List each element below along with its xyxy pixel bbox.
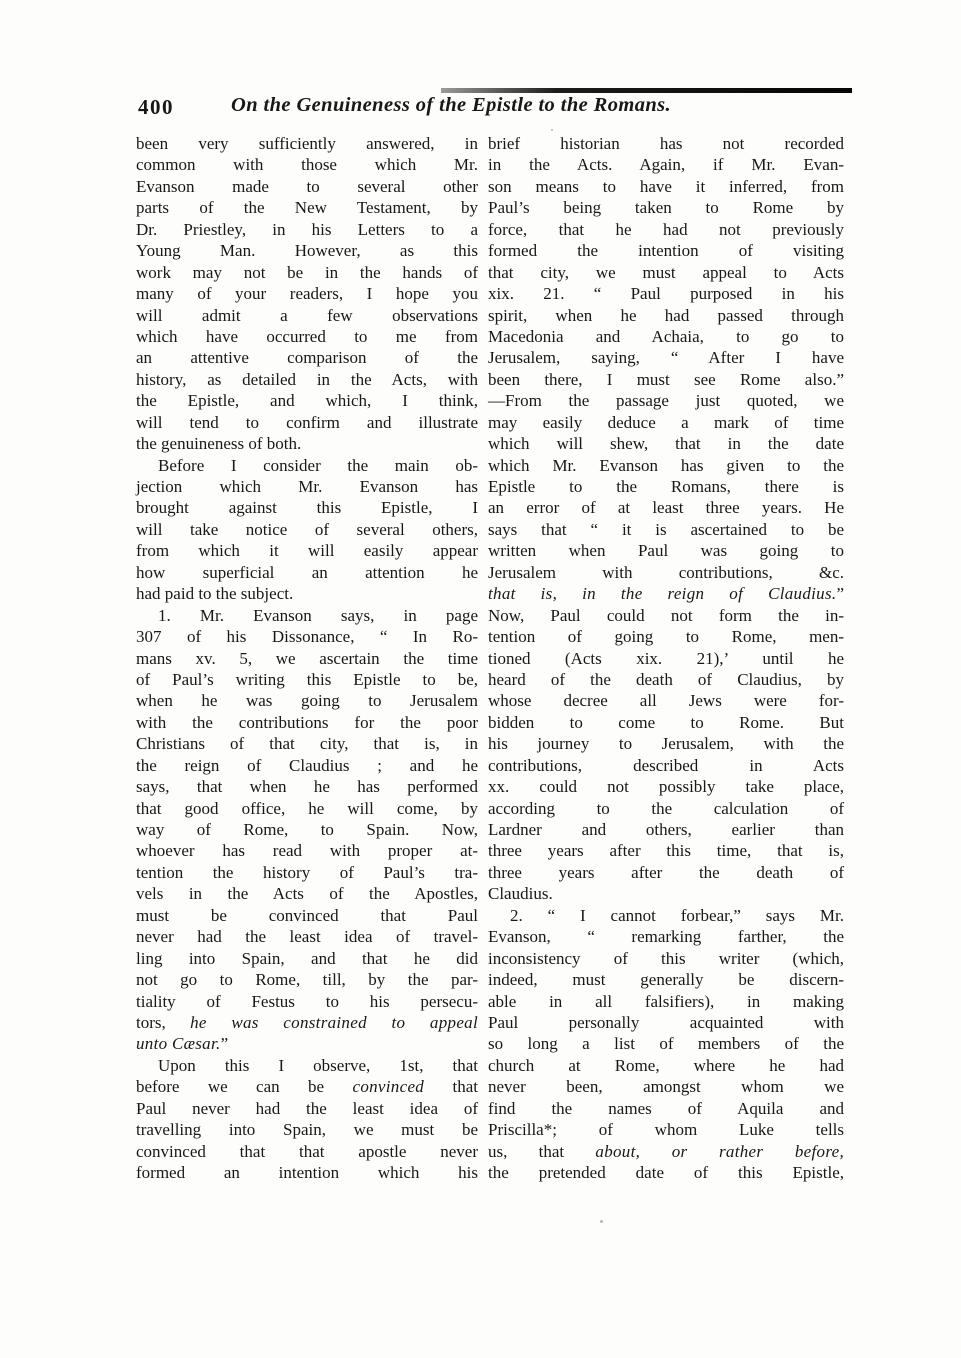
text-line: contributions, described in Acts: [488, 755, 844, 775]
text-line: tention of going to Rome, men-: [488, 627, 844, 647]
text-line: will tend to confirm and illustrate: [136, 412, 478, 432]
text-line: work may not be in the hands of: [136, 262, 478, 282]
text-line: able in all falsifiers), in making: [488, 991, 844, 1011]
text-line: in the Acts. Again, if Mr. Evan-: [488, 155, 844, 175]
text-line: an attentive comparison of the: [136, 348, 478, 368]
text-line: brought against this Epistle, I: [136, 498, 478, 518]
text-line: that is, in the reign of Claudius.”: [488, 584, 844, 604]
text-line: Epistle to the Romans, there is: [488, 477, 844, 496]
text-line: Young Man. However, as this: [136, 241, 478, 261]
text-line: unto Cæsar.”: [136, 1034, 229, 1054]
text-line: Paul never had the least idea of: [136, 1098, 478, 1118]
text-line: history, as detailed in the Acts, with: [136, 369, 478, 389]
text-line: which Mr. Evanson has given to the: [488, 455, 844, 475]
text-line: 2. “ I cannot forbear,” says Mr.: [510, 905, 844, 925]
text-line: whose decree all Jews were for-: [488, 691, 844, 711]
text-line: brief historian has not recorded: [488, 134, 844, 153]
text-line: will take notice of several others,: [136, 519, 478, 539]
text-line: Claudius.: [488, 884, 553, 904]
text-line: vels in the Acts of the Apostles,: [136, 884, 478, 904]
text-line: an error of at least three years. He: [488, 498, 844, 518]
text-line: will admit a few observations: [136, 305, 478, 325]
text-line: of Paul’s writing this Epistle to be,: [136, 669, 478, 689]
text-line: parts of the New Testament, by: [136, 198, 478, 218]
text-line: formed an intention which his: [136, 1163, 478, 1182]
text-line: 1. Mr. Evanson says, in page: [158, 605, 478, 625]
text-line: Christians of that city, that is, in: [136, 734, 478, 754]
text-line: Jerusalem with contributions, &c.: [488, 562, 844, 582]
text-line: Paul personally acquainted with: [488, 1012, 844, 1032]
text-line: xix. 21. “ Paul purposed in his: [488, 284, 844, 304]
text-line: tention the history of Paul’s tra-: [136, 862, 478, 882]
page-number: 400: [138, 95, 174, 119]
text-line: spirit, when he had passed through: [488, 305, 844, 325]
text-line: the genuineness of both.: [136, 434, 302, 454]
text-line: way of Rome, to Spain. Now,: [136, 820, 478, 839]
text-line: the reign of Claudius ; and he: [136, 755, 478, 775]
text-line: had paid to the subject.: [136, 584, 294, 604]
text-line: formed the intention of visiting: [488, 241, 844, 261]
text-line: Evanson made to several other: [136, 176, 478, 196]
text-line: whoever has read with proper at-: [136, 841, 478, 861]
text-line: Priscilla*; of whom Luke tells: [488, 1120, 844, 1140]
text-line: must be convinced that Paul: [136, 905, 478, 925]
text-line: Lardner and others, earlier than: [488, 820, 844, 839]
text-line: jection which Mr. Evanson has: [136, 477, 478, 496]
text-line: Now, Paul could not form the in-: [488, 605, 844, 625]
text-line: ling into Spain, and that he did: [136, 948, 478, 968]
text-line: never been, amongst whom we: [488, 1077, 844, 1097]
text-line: not go to Rome, till, by the par-: [136, 970, 478, 990]
text-line: from which it will easily appear: [136, 541, 478, 561]
text-line: find the names of Aquila and: [488, 1098, 844, 1118]
text-line: tors, he was constrained to appeal: [136, 1012, 479, 1032]
text-line: 307 of his Dissonance, “ In Ro-: [136, 627, 478, 647]
text-line: Upon this I observe, 1st, that: [158, 1055, 478, 1075]
text-line: written when Paul was going to: [488, 541, 844, 561]
text-line: us, that about, or rather before,: [488, 1141, 845, 1161]
text-line: inconsistency of this writer (which,: [488, 948, 844, 968]
text-line: his journey to Jerusalem, with the: [488, 734, 844, 754]
text-line: convinced that that apostle never: [136, 1141, 478, 1161]
text-line: Before I consider the main ob-: [158, 455, 478, 475]
text-line: tioned (Acts xix. 21),’ until he: [488, 648, 844, 668]
text-line: many of your readers, I hope you: [136, 284, 478, 304]
text-line: Evanson, “ remarking farther, the: [488, 927, 844, 947]
text-line: never had the least idea of travel-: [136, 927, 478, 947]
text-line: which will shew, that in the date: [488, 434, 844, 454]
scan-artifact-dot: [600, 1220, 603, 1223]
text-line: Paul’s being taken to Rome by: [488, 198, 844, 218]
text-line: the pretended date of this Epistle,: [488, 1163, 844, 1182]
text-line: Dr. Priestley, in his Letters to a: [136, 219, 478, 239]
text-line: that city, we must appeal to Acts: [488, 262, 844, 282]
text-line: according to the calculation of: [488, 798, 844, 818]
text-line: mans xv. 5, we ascertain the time: [136, 648, 478, 668]
text-line: when he was going to Jerusalem: [136, 691, 478, 711]
text-line: says, that when he has performed: [136, 777, 478, 797]
text-line: church at Rome, where he had: [488, 1055, 844, 1075]
text-line: that good office, he will come, by: [136, 798, 478, 818]
text-line: three years after this time, that is,: [488, 841, 844, 861]
text-line: bidden to come to Rome. But: [488, 712, 844, 732]
text-line: —From the passage just quoted, we: [488, 391, 844, 411]
text-line: Macedonia and Achaia, to go to: [488, 326, 844, 346]
text-line: how superficial an attention he: [136, 562, 478, 582]
header-rule: [441, 88, 852, 93]
text-line: says that “ it is ascertained to be: [488, 519, 844, 539]
text-line: son means to have it inferred, from: [488, 176, 844, 196]
text-line: xx. could not possibly take place,: [488, 777, 844, 797]
text-line: may easily deduce a mark of time: [488, 412, 844, 432]
text-line: the Epistle, and which, I think,: [136, 391, 478, 411]
text-line: tiality of Festus to his persecu-: [136, 991, 478, 1011]
scan-artifact-dot: [551, 129, 553, 131]
text-line: force, that he had not previously: [488, 219, 844, 239]
text-line: common with those which Mr.: [136, 155, 478, 175]
column-left: [136, 133, 478, 1183]
text-line: travelling into Spain, we must be: [136, 1120, 478, 1140]
text-line: been there, I must see Rome also.”: [488, 369, 844, 389]
text-line: with the contributions for the poor: [136, 712, 478, 732]
text-line: before we can be convinced that: [136, 1077, 478, 1097]
text-line: so long a list of members of the: [488, 1034, 844, 1054]
text-line: heard of the death of Claudius, by: [488, 669, 844, 689]
text-line: Jerusalem, saying, “ After I have: [488, 348, 844, 368]
column-right: [488, 133, 844, 1183]
text-line: indeed, must generally be discern-: [488, 970, 844, 990]
text-line: three years after the death of: [488, 862, 844, 882]
page-title: On the Genuineness of the Epistle to the Romans.: [231, 94, 672, 116]
text-line: been very sufficiently answered, in: [136, 134, 478, 153]
text-line: which have occurred to me from: [136, 326, 478, 346]
